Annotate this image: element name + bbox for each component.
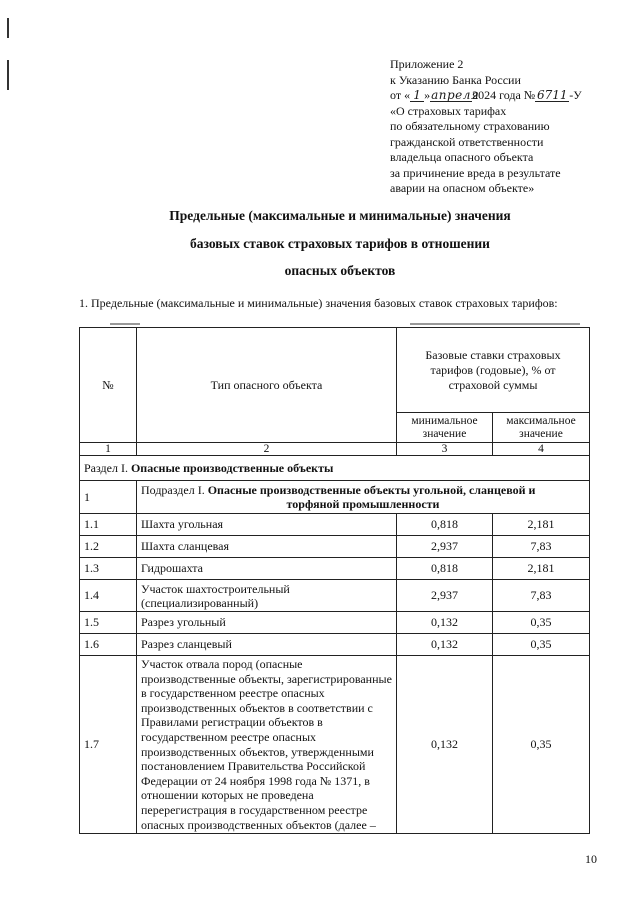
table-row [80, 580, 590, 612]
subsection-cell [137, 481, 590, 514]
appendix-title-line-2: по обязательному страхованию [390, 119, 550, 133]
row-min-value: 2,937 [397, 580, 493, 612]
header-max-value: максимальное значение [493, 413, 590, 443]
column-number-3: 3 [397, 443, 493, 456]
table-row [80, 656, 590, 834]
section-title: Опасные производственные объекты [130, 460, 334, 475]
page-number: 10 [585, 852, 597, 866]
header-base-rates: Базовые ставки страховых тарифов (годовые), % от страховой суммы [397, 328, 590, 413]
tariffs-table [79, 327, 590, 834]
row-min-value: 0,132 [397, 612, 493, 634]
row-number: 1.4 [80, 580, 137, 612]
row-object-type: Разрез угольный [137, 612, 397, 634]
table-row [80, 634, 590, 656]
row-object-type: Участок шахтостроительный (специализированный) [137, 580, 397, 612]
column-numbers-row [80, 443, 590, 456]
column-number-1: 1 [80, 443, 137, 456]
row-object-type: Шахта угольная [137, 514, 397, 536]
appendix-title-line-4: владельца опасного объекта [390, 150, 534, 164]
table-row [80, 612, 590, 634]
row-max-value: 0,35 [493, 612, 590, 634]
row-max-value: 2,181 [493, 514, 590, 536]
row-min-value: 0,132 [397, 634, 493, 656]
row-number: 1.2 [80, 536, 137, 558]
row-object-type: Разрез сланцевый [137, 634, 397, 656]
margin-mark-top [7, 18, 9, 38]
appendix-title-line-6: аварии на опасном объекте» [390, 181, 535, 195]
row-number: 1.6 [80, 634, 137, 656]
row-number: 1.1 [80, 514, 137, 536]
header-object-type: Тип опасного объекта [137, 328, 397, 443]
header-number: № [80, 328, 137, 443]
table-row [80, 558, 590, 580]
date-mid: » [424, 88, 431, 102]
page-title-line-1: Предельные (максимальные и минимальные) значения [169, 208, 511, 223]
appendix-date-line [390, 88, 630, 104]
row-min-value: 0,132 [397, 656, 493, 834]
page-title-line-2: базовых ставок страховых тарифов в отношении [190, 236, 490, 251]
page-title-line-3: опасных объектов [284, 263, 396, 278]
row-number: 1.7 [80, 656, 137, 834]
appendix-title-line-5: за причинение вреда в результате [390, 165, 561, 180]
table-row [80, 536, 590, 558]
appendix-title-line-3: гражданской ответственности [390, 134, 544, 149]
subsection-title-line-1: Опасные производственные объекты угольной, сланцевой и [207, 483, 536, 497]
section-prefix: Раздел I. [84, 460, 131, 475]
subsection-prefix: Подраздел I. [141, 483, 208, 497]
date-year: 2024 года № [472, 88, 536, 102]
appendix-line-1: Приложение 2 [390, 57, 464, 71]
subsection-row [80, 481, 590, 514]
row-min-value: 2,937 [397, 536, 493, 558]
row-min-value: 0,818 [397, 514, 493, 536]
subsection-title-line-2: торфяной промышленности [286, 497, 440, 511]
row-object-type: Участок отвала пород (опасные производственные объекты, зарегистрированные в государственном реестре опасных производственных объектов в соответствии с Правилами регистрации объектов в государственном реестре опасных производственных объектов, утвержденными постановлением Правительства Российской Федерации от 24 ноября 1998 года № 1371, в отношении которых не проведена перерегистрация в государственном реестре опасных производственных объектов (далее – [137, 656, 397, 834]
appendix-block [390, 57, 630, 197]
handwritten-day: 1 [410, 89, 424, 102]
row-object-type: Гидрошахта [137, 558, 397, 580]
row-max-value: 7,83 [493, 536, 590, 558]
subsection-number: 1 [80, 481, 137, 514]
column-number-4: 4 [493, 443, 590, 456]
table-header-row [80, 328, 590, 413]
row-object-type: Шахта сланцевая [137, 536, 397, 558]
row-max-value: 0,35 [493, 634, 590, 656]
doc-suffix: -У [569, 88, 582, 102]
appendix-line-2: к Указанию Банка России [390, 72, 521, 87]
row-max-value: 0,35 [493, 656, 590, 834]
row-number: 1.5 [80, 612, 137, 634]
column-number-2: 2 [137, 443, 397, 456]
table-row [80, 514, 590, 536]
appendix-title-line-1: «О страховых тарифах [390, 103, 507, 118]
margin-mark-bottom [7, 60, 9, 90]
section-cell [80, 456, 590, 481]
header-min-value: минимальное значение [397, 413, 493, 443]
intro-paragraph: 1. Предельные (максимальные и минимальные) значения базовых ставок страховых тарифов: [79, 296, 558, 310]
row-number: 1.3 [80, 558, 137, 580]
date-prefix: от « [390, 88, 411, 102]
handwritten-doc-number: 6711 [536, 88, 568, 102]
handwritten-month: апреля [431, 88, 480, 102]
row-min-value: 0,818 [397, 558, 493, 580]
row-max-value: 7,83 [493, 580, 590, 612]
row-max-value: 2,181 [493, 558, 590, 580]
section-row [80, 456, 590, 481]
